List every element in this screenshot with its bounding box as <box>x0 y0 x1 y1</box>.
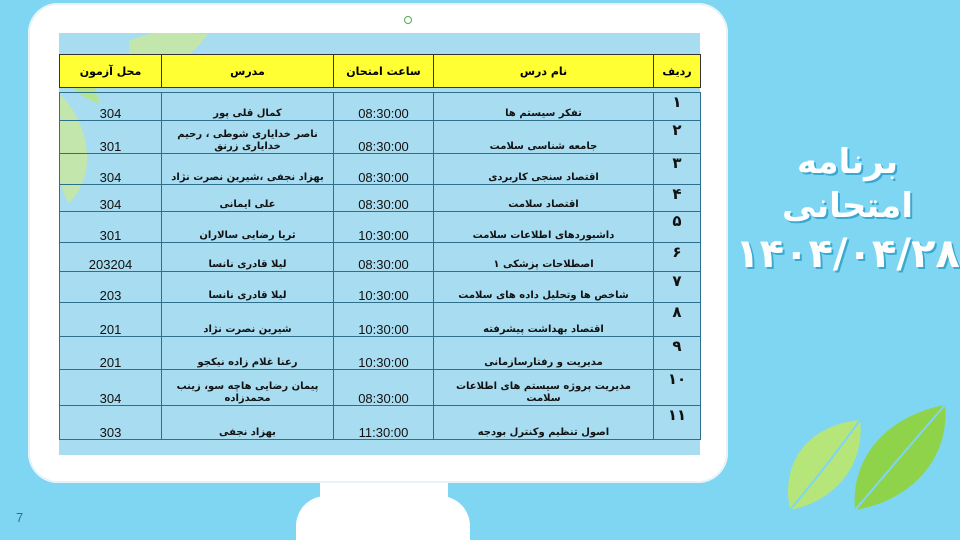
teacher-name: ناصر خدایاری شوطی ، رحیم خدایاری زرنق <box>162 121 334 154</box>
slide-title: برنامه امتحانی <box>781 142 914 226</box>
exam-schedule-table <box>59 54 701 440</box>
table-row <box>60 212 701 243</box>
teacher-name: پیمان رضایی هاچه سو، زینب محمدزاده <box>162 370 334 406</box>
course-name: مدیریت و رفتارسازمانی <box>434 337 654 370</box>
table-row <box>60 370 701 406</box>
exam-room: 203204 <box>60 243 162 272</box>
course-name: اقتصاد بهداشت پیشرفته <box>434 303 654 337</box>
row-number: ۱۰ <box>654 370 701 406</box>
exam-room: 201 <box>60 303 162 337</box>
monitor-stand-base <box>296 496 470 540</box>
table-row <box>60 185 701 212</box>
exam-date: ۱۴۰۴/۰۴/۲۸ <box>735 231 960 277</box>
exam-time: 10:30:00 <box>334 303 434 337</box>
exam-room: 203 <box>60 272 162 303</box>
exam-room: 304 <box>60 154 162 185</box>
course-name: داشبوردهای اطلاعات سلامت <box>434 212 654 243</box>
exam-time: 10:30:00 <box>334 337 434 370</box>
row-number: ۶ <box>654 243 701 272</box>
teacher-name: شیرین نصرت نژاد <box>162 303 334 337</box>
header-exam-time: ساعت امتحان <box>334 55 434 88</box>
header-exam-room: محل آزمون <box>60 55 162 88</box>
row-number: ۲ <box>654 121 701 154</box>
exam-time: 10:30:00 <box>334 212 434 243</box>
table-row <box>60 303 701 337</box>
course-name: مدیریت پروژه سیستم های اطلاعات سلامت <box>434 370 654 406</box>
table-row <box>60 272 701 303</box>
table-header-row <box>60 55 701 88</box>
exam-room: 304 <box>60 185 162 212</box>
teacher-name: لیلا قادری نانسا <box>162 272 334 303</box>
teacher-name: علی ایمانی <box>162 185 334 212</box>
exam-time: 11:30:00 <box>334 406 434 440</box>
table-row <box>60 93 701 121</box>
teacher-name: بهزاد نجفی ،شیرین نصرت نژاد <box>162 154 334 185</box>
exam-time: 08:30:00 <box>334 154 434 185</box>
table-row <box>60 406 701 440</box>
teacher-name: ثریا رضایی سالاران <box>162 212 334 243</box>
exam-room: 303 <box>60 406 162 440</box>
course-name: اقتصاد سلامت <box>434 185 654 212</box>
row-number: ۴ <box>654 185 701 212</box>
exam-room: 301 <box>60 121 162 154</box>
teacher-name: بهزاد نجفی <box>162 406 334 440</box>
course-name: اصطلاحات پزشکی ۱ <box>434 243 654 272</box>
exam-time: 10:30:00 <box>334 272 434 303</box>
row-number: ۹ <box>654 337 701 370</box>
row-number: ۷ <box>654 272 701 303</box>
row-number: ۳ <box>654 154 701 185</box>
course-name: اصول تنظیم وکنترل بودجه <box>434 406 654 440</box>
course-name: تفکر سیستم ها <box>434 93 654 121</box>
slide-title-block <box>735 140 960 280</box>
table-row <box>60 121 701 154</box>
course-name: اقتصاد سنجی کاربردی <box>434 154 654 185</box>
row-number: ۵ <box>654 212 701 243</box>
exam-time: 08:30:00 <box>334 93 434 121</box>
page-number: 7 <box>16 510 24 525</box>
header-course-name: نام درس <box>434 55 654 88</box>
teacher-name: رعنا غلام زاده نیکجو <box>162 337 334 370</box>
course-name: شاخص ها وتحلیل داده های سلامت <box>434 272 654 303</box>
course-name: جامعه شناسی سلامت <box>434 121 654 154</box>
row-number: ۱۱ <box>654 406 701 440</box>
header-row-number: ردیف <box>654 55 701 88</box>
exam-room: 201 <box>60 337 162 370</box>
exam-time: 08:30:00 <box>334 243 434 272</box>
teacher-name: لیلا قادری نانسا <box>162 243 334 272</box>
exam-room: 304 <box>60 370 162 406</box>
exam-time: 08:30:00 <box>334 121 434 154</box>
teacher-name: کمال قلی پور <box>162 93 334 121</box>
leaf-decoration-graphic <box>780 400 950 520</box>
row-number: ۸ <box>654 303 701 337</box>
header-teacher: مدرس <box>162 55 334 88</box>
table-row <box>60 337 701 370</box>
exam-room: 304 <box>60 93 162 121</box>
table-row <box>60 154 701 185</box>
exam-room: 301 <box>60 212 162 243</box>
row-number: ۱ <box>654 93 701 121</box>
webcam-dot <box>404 16 412 24</box>
table-row <box>60 243 701 272</box>
exam-time: 08:30:00 <box>334 370 434 406</box>
exam-time: 08:30:00 <box>334 185 434 212</box>
